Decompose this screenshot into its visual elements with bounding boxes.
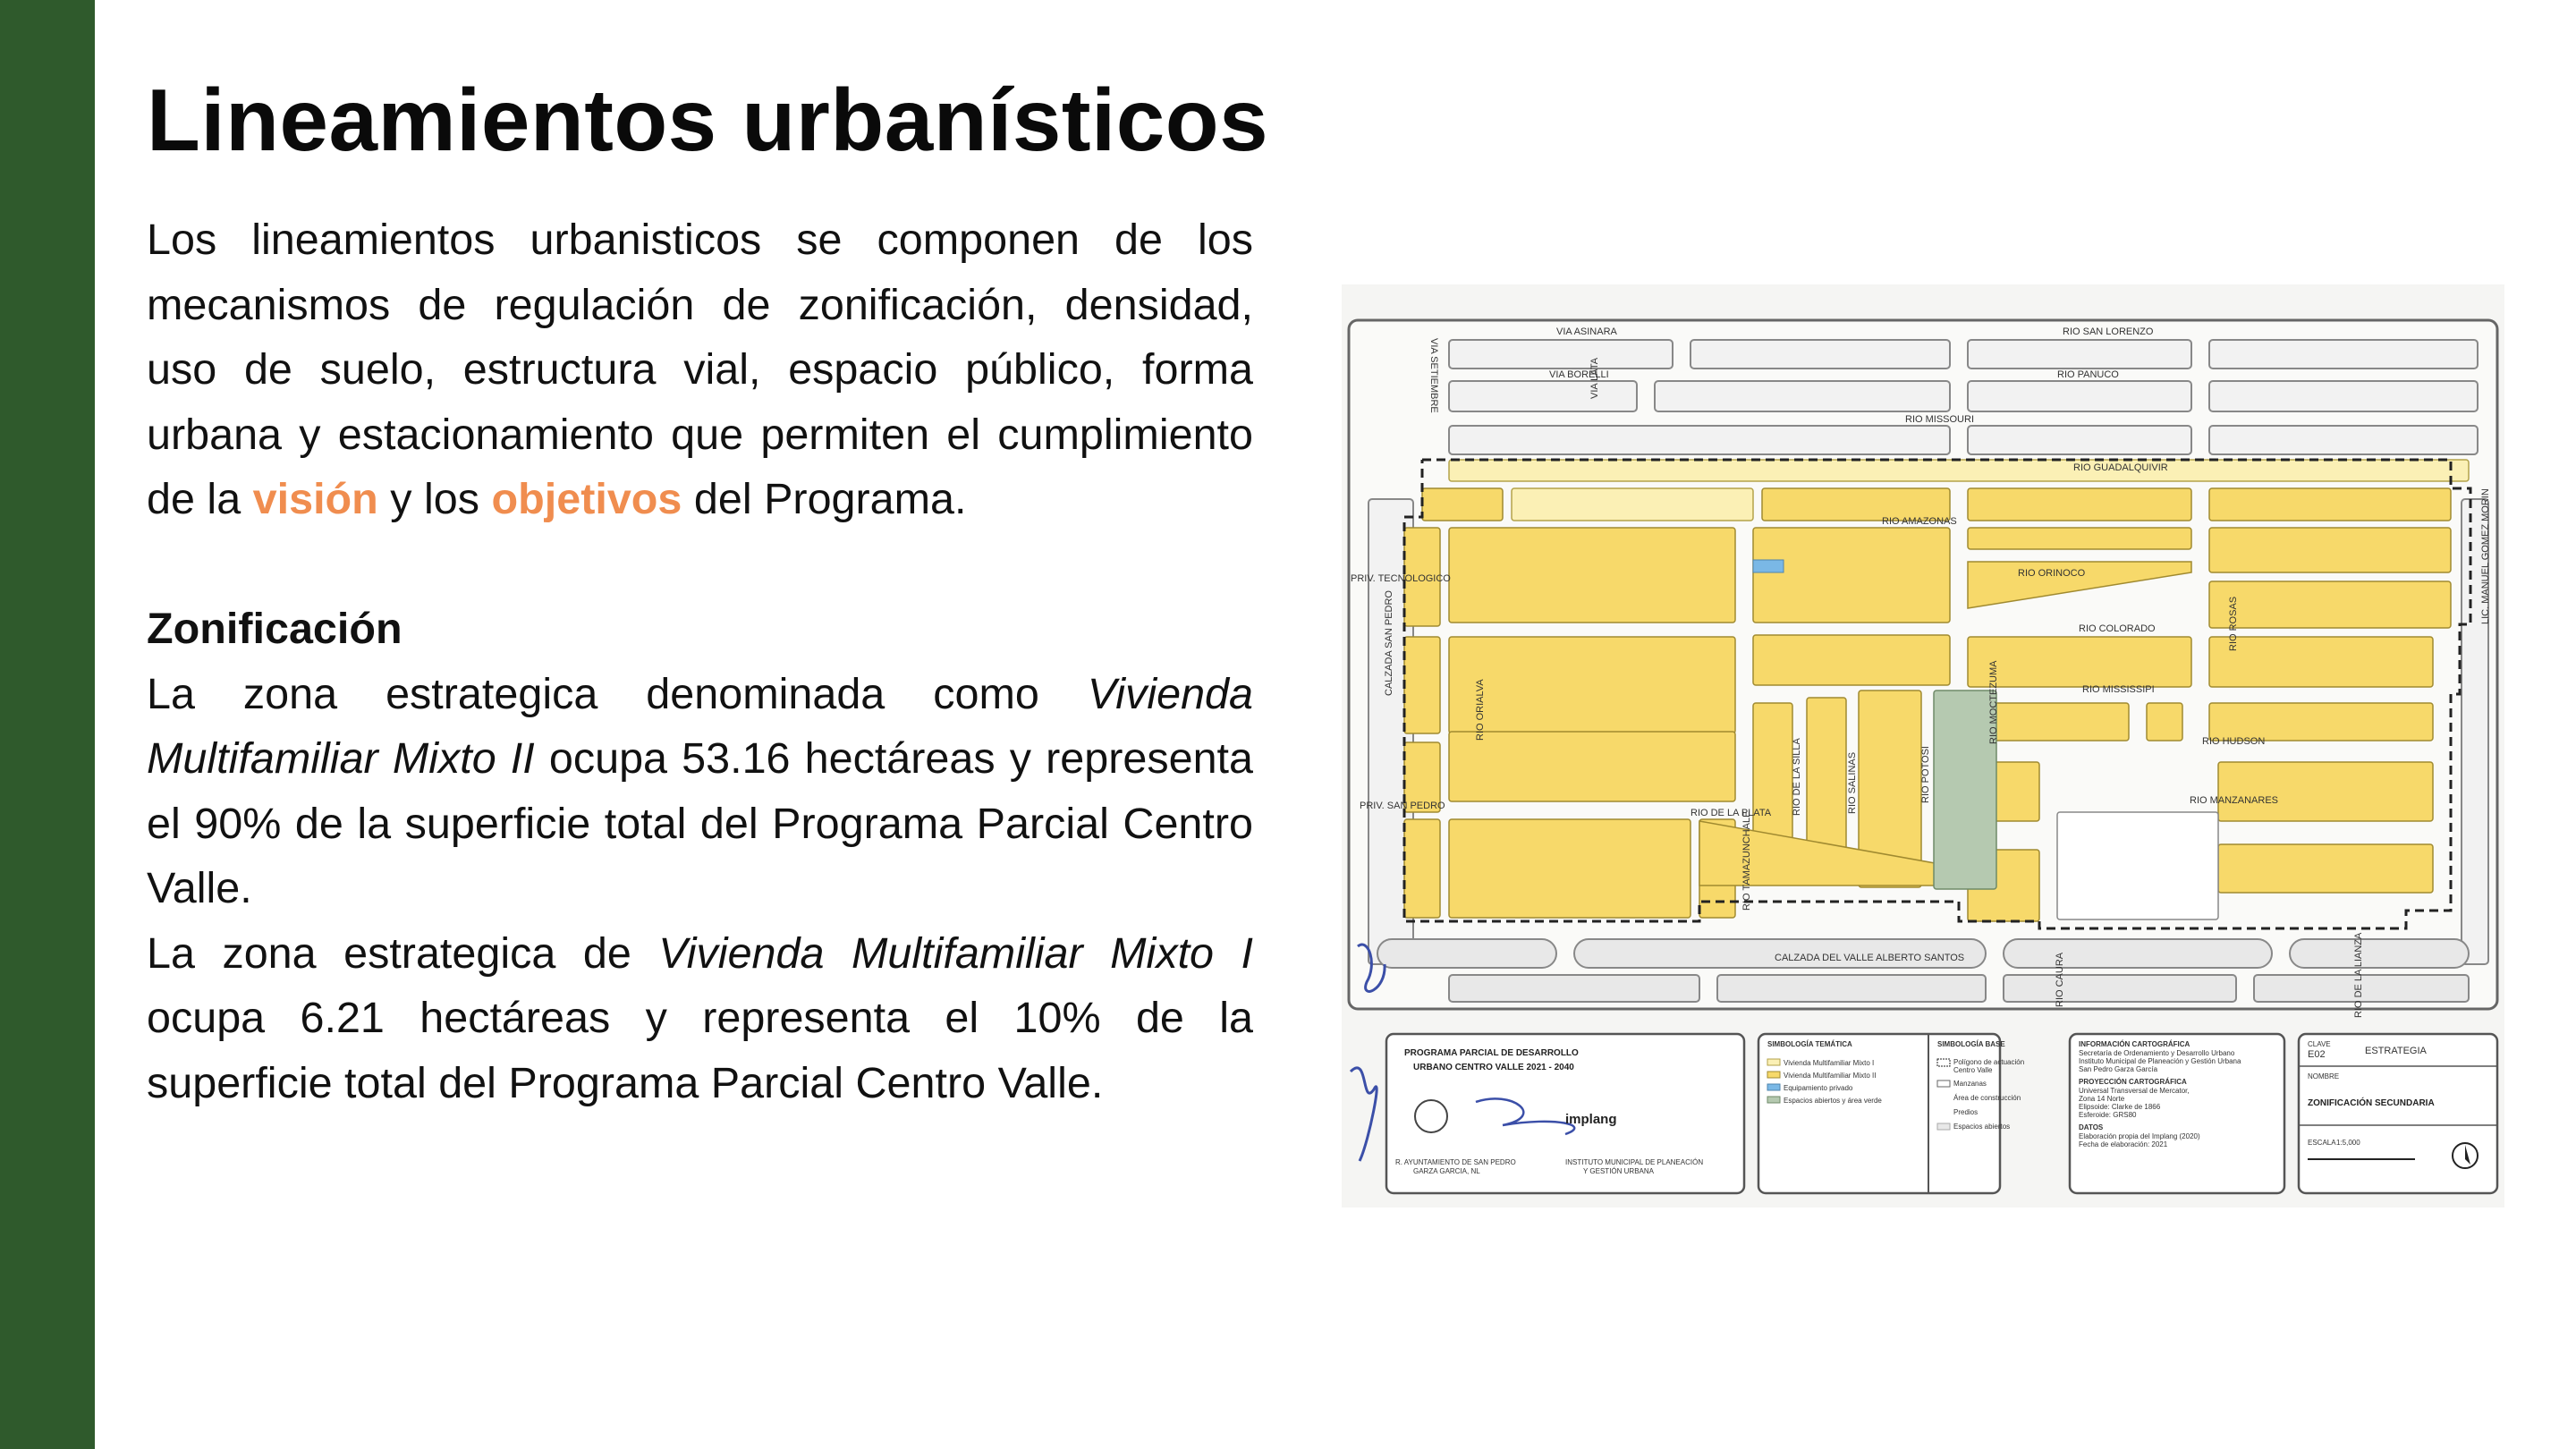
- legend-text: Centro Valle: [1953, 1066, 1993, 1074]
- street-label: RIO SAN LORENZO: [2063, 326, 2154, 337]
- zone-1-description: ocupa 6.21 hectáreas y representa el 10% de la superficie total del Programa Parcial Centro Valle.: [147, 994, 1253, 1107]
- map-legend: [1386, 1034, 2497, 1193]
- legend-text: Predios: [1953, 1108, 1979, 1116]
- intro-text: Los lineamientos urbanisticos se componen de los mecanismos de regulación de zonificación, densidad, uso de suelo, estructura vial, espacio público, forma urbana y estacionamiento que permiten el cumplimiento de la: [147, 216, 1253, 523]
- map-code: E02: [2308, 1049, 2326, 1060]
- legend-heading: SIMBOLOGÍA TEMÁTICA: [1767, 1040, 1852, 1048]
- street-label: RIO PANUCO: [2057, 369, 2119, 380]
- intro-paragraph: [147, 208, 1253, 532]
- legend-text: Elipsoide: Clarke de 1866: [2079, 1103, 2161, 1111]
- legend-text: San Pedro Garza García: [2079, 1065, 2158, 1073]
- street-label: PRIV. SAN PEDRO: [1360, 801, 1445, 811]
- street-label: RIO AMAZONAS: [1882, 516, 1957, 527]
- street-label: VIA SETIEMBRE: [1428, 338, 1439, 413]
- vision-highlight: visión: [252, 475, 378, 523]
- legend-text: Área de construcción: [1953, 1094, 2021, 1102]
- legend-swatch: [1767, 1072, 1780, 1078]
- section-heading: Zonificación: [147, 605, 402, 653]
- paragraph-spacer: [147, 532, 1253, 597]
- legend-program-title: URBANO CENTRO VALLE 2021 - 2040: [1413, 1063, 1574, 1072]
- legend-text: Equipamiento privado: [1784, 1084, 1853, 1092]
- legend-text: Elaboración propia del Implang (2020): [2079, 1132, 2200, 1140]
- street-label: VIA LATA: [1589, 357, 1600, 399]
- legend-text: GARZA GARCIA, NL: [1413, 1167, 1480, 1175]
- legend-swatch: [1937, 1123, 1950, 1130]
- legend-text: Fecha de elaboración: 2021: [2079, 1140, 2168, 1148]
- zone-2-paragraph: [147, 662, 1253, 921]
- legend-text: Vivienda Multifamiliar Mixto I: [1784, 1059, 1875, 1067]
- intro-connector: y los: [377, 475, 492, 523]
- legend-text: Secretaría de Ordenamiento y Desarrollo Urbano: [2079, 1049, 2235, 1057]
- sidebar-accent: [0, 0, 95, 1449]
- map-name: ZONIFICACIÓN SECUNDARIA: [2308, 1098, 2435, 1108]
- legend-text: INSTITUTO MUNICIPAL DE PLANEACIÓN: [1565, 1158, 1704, 1166]
- street-label: RIO HUDSON: [2202, 736, 2266, 747]
- zone-2-description: ocupa 53.16 hectáreas y representa el 90% de la superficie total del Programa Parcial Centro Valle.: [147, 734, 1253, 912]
- zone-1-paragraph: [147, 921, 1253, 1116]
- street-label: RIO MOCTEZUMA: [1988, 660, 1999, 744]
- legend-text: Universal Transversal de Mercator,: [2079, 1087, 2190, 1095]
- street-label: RIO DE LA PLATA: [1690, 808, 1772, 818]
- legend-program-title: PROGRAMA PARCIAL DE DESARROLLO: [1404, 1048, 1579, 1058]
- street-label: CALZADA SAN PEDRO: [1384, 590, 1394, 696]
- zone-1-name: Vivienda Multifamiliar Mixto I: [658, 928, 1253, 978]
- legend-heading: PROYECCIÓN CARTOGRÁFICA: [2079, 1078, 2187, 1086]
- equipment-block: [1753, 560, 1784, 572]
- street-label: RIO MISSOURI: [1905, 414, 1975, 425]
- zone-2-name: Vivienda Multifamiliar Mixto II: [147, 669, 1253, 783]
- legend-heading: SIMBOLOGÍA BASE: [1937, 1040, 2005, 1048]
- legend-heading: INFORMACIÓN CARTOGRÁFICA: [2079, 1040, 2190, 1048]
- legend-swatch: [1937, 1080, 1950, 1087]
- intro-ending: del Programa.: [682, 475, 967, 523]
- street-label: RIO MANZANARES: [2190, 795, 2279, 806]
- street-label: RIO SALINAS: [1847, 751, 1858, 814]
- legend-text: ESCALA: [2308, 1139, 2336, 1147]
- street-label: VIA BORELLI: [1549, 369, 1609, 380]
- map-category: ESTRATEGIA: [2365, 1046, 2427, 1056]
- legend-text: CLAVE: [2308, 1040, 2331, 1048]
- street-label: RIO ORIALVA: [1475, 679, 1486, 741]
- implang-logo-text: implang: [1565, 1112, 1617, 1127]
- street-label: RIO POTOSI: [1920, 746, 1931, 803]
- legend-text: Espacios abiertos y área verde: [1784, 1097, 1882, 1105]
- street-label: RIO MISSISSIPI: [2082, 684, 2155, 695]
- legend-heading: DATOS: [2079, 1123, 2104, 1131]
- street-label: RIO TAMAZUNCHALE: [1741, 810, 1752, 911]
- zone-2-intro: La zona estrategica denominada como: [147, 669, 1088, 718]
- legend-text: Esferoide: GRS80: [2079, 1111, 2137, 1119]
- empty-block: [2057, 812, 2218, 919]
- legend-text: Y GESTIÓN URBANA: [1583, 1167, 1654, 1175]
- street-label: RIO DE LA LIANZA: [2353, 932, 2364, 1018]
- street-label: PRIV. TECNOLOGICO: [1351, 573, 1451, 584]
- legend-text: Polígono de actuación: [1953, 1058, 2025, 1066]
- street-label: RIO GUADALQUIVIR: [2073, 462, 2168, 473]
- legend-text: NOMBRE: [2308, 1072, 2340, 1080]
- zoning-map-svg: [1342, 284, 2504, 1208]
- legend-text: Vivienda Multifamiliar Mixto II: [1784, 1072, 1877, 1080]
- legend-swatch: [1767, 1097, 1780, 1103]
- zoning-map: [1342, 284, 2504, 1208]
- zone-1-intro: La zona estrategica de: [147, 928, 659, 978]
- legend-text: Espacios abiertos: [1953, 1123, 2011, 1131]
- legend-swatch: [1767, 1059, 1780, 1065]
- legend-text: Manzanas: [1953, 1080, 1987, 1088]
- objetivos-highlight: objetivos: [491, 475, 682, 523]
- legend-text: Instituto Municipal de Planeación y Gestión Urbana: [2079, 1057, 2241, 1065]
- street-label: RIO ROSAS: [2228, 596, 2239, 651]
- street-label: RIO CAURA: [2055, 952, 2065, 1007]
- open-space-block: [1934, 691, 1996, 889]
- body-text: [147, 208, 1253, 1115]
- street-label: VIA ASINARA: [1556, 326, 1617, 337]
- street-label: RIO DE LA SILLA: [1792, 738, 1802, 816]
- street-label: LIC. MANUEL GOMEZ MORIN: [2480, 488, 2491, 624]
- page-title: Lineamientos urbanísticos: [147, 71, 1269, 169]
- legend-text: R. AYUNTAMIENTO DE SAN PEDRO: [1395, 1158, 1516, 1166]
- street-label: RIO ORINOCO: [2018, 568, 2086, 579]
- street-label: CALZADA DEL VALLE ALBERTO SANTOS: [1775, 953, 1965, 963]
- map-scale: 1:5,000: [2336, 1139, 2360, 1147]
- legend-swatch: [1767, 1084, 1780, 1090]
- legend-text: Zona 14 Norte: [2079, 1095, 2125, 1103]
- street-label: RIO COLORADO: [2079, 623, 2156, 634]
